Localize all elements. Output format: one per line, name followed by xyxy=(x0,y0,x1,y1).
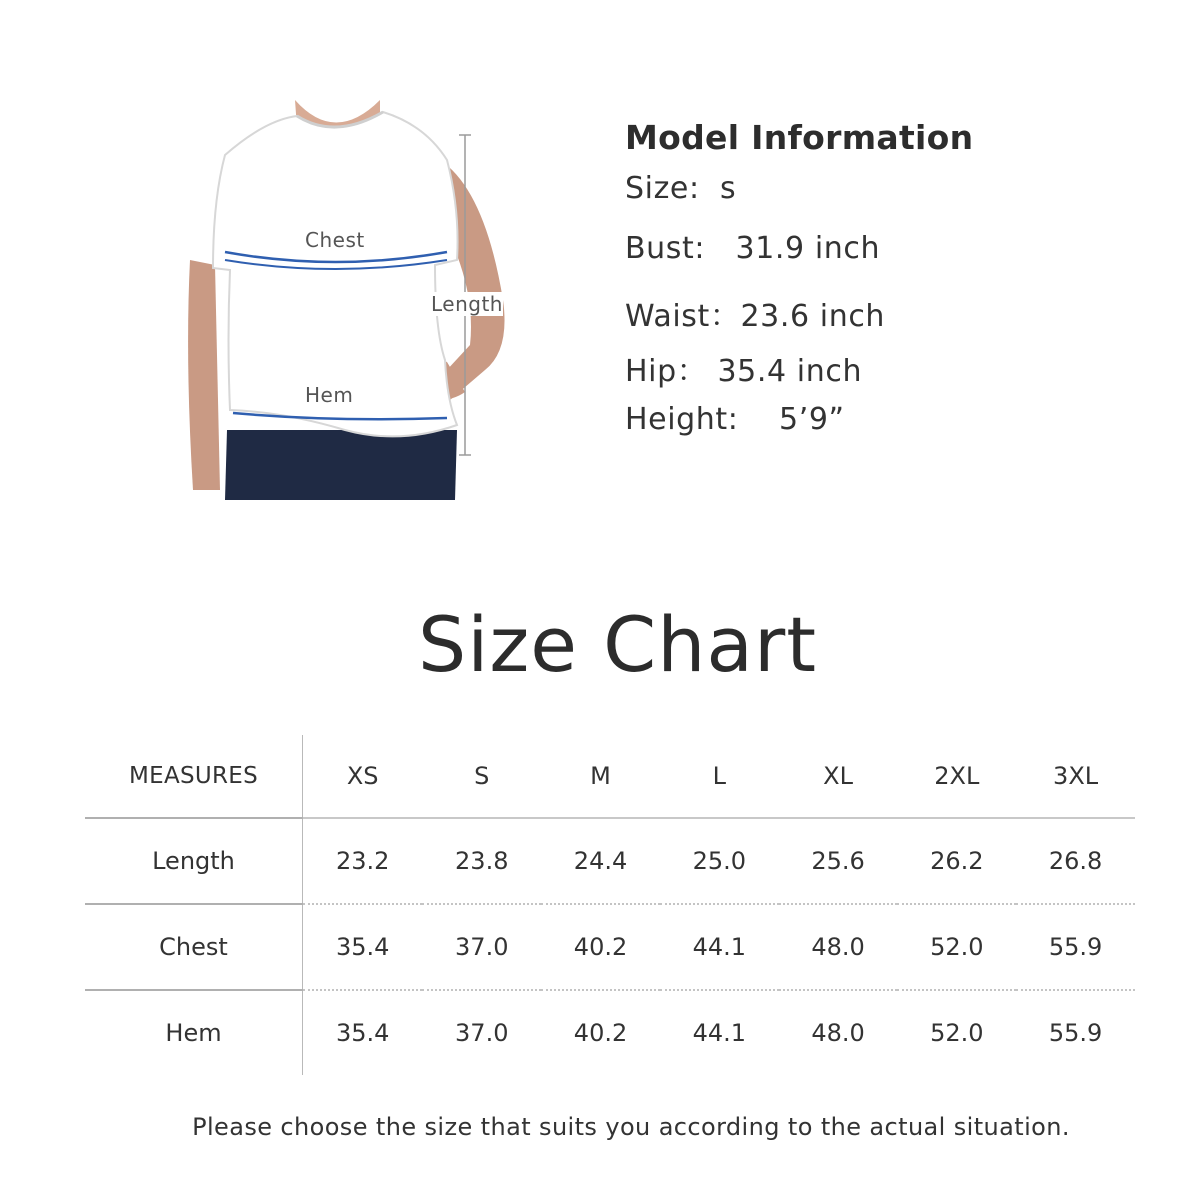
table-cell: 24.4 xyxy=(541,818,660,904)
header-size-xs: XS xyxy=(346,762,379,790)
table-cell: 26.8 xyxy=(1016,818,1135,904)
size-chart-title: Size Chart xyxy=(417,600,818,689)
header-size-2xl: 2XL xyxy=(934,762,980,790)
table-cell: 35.4 xyxy=(303,990,423,1075)
table-cell: 44.1 xyxy=(660,990,779,1075)
model-waist: Waist：23.6 inch xyxy=(625,299,886,334)
model-figure xyxy=(185,100,515,500)
table-cell: 37.0 xyxy=(422,990,541,1075)
header-size-l: L xyxy=(712,762,726,790)
table-row-hem xyxy=(85,990,1135,1075)
table-cell: 52.0 xyxy=(897,990,1016,1075)
row-label: Chest xyxy=(85,904,303,990)
row-label: Hem xyxy=(85,990,303,1075)
model-size: Size: s xyxy=(625,171,737,206)
model-hip: Hip： 35.4 inch xyxy=(625,354,863,389)
table-row-chest xyxy=(85,904,1135,990)
pants xyxy=(225,430,457,500)
table-cell: 25.0 xyxy=(660,818,779,904)
table-row-length xyxy=(85,818,1135,904)
table-cell: 48.0 xyxy=(779,904,898,990)
table-cell: 23.8 xyxy=(422,818,541,904)
length-label: Length xyxy=(431,292,503,316)
table-cell: 44.1 xyxy=(660,904,779,990)
model-height: Height: 5’9” xyxy=(625,402,845,437)
table-cell: 26.2 xyxy=(897,818,1016,904)
size-chart-table xyxy=(85,735,1135,1075)
model-information xyxy=(625,118,1145,458)
header-size-s: S xyxy=(474,762,490,790)
model-bust: Bust: 31.9 inch xyxy=(625,231,881,266)
table-cell: 48.0 xyxy=(779,990,898,1075)
table-cell: 55.9 xyxy=(1016,904,1135,990)
size-advice-footnote: Please choose the size that suits you according to the actual situation. xyxy=(192,1113,1070,1141)
chest-label: Chest xyxy=(305,228,365,252)
header-size-3xl: 3XL xyxy=(1053,762,1099,790)
table-header-row xyxy=(85,735,1135,818)
header-measures: MEASURES xyxy=(85,735,303,818)
table-cell: 52.0 xyxy=(897,904,1016,990)
left-arm-skin xyxy=(188,260,220,490)
table-cell: 40.2 xyxy=(541,990,660,1075)
table-cell: 40.2 xyxy=(541,904,660,990)
hem-label: Hem xyxy=(305,383,354,407)
row-label: Length xyxy=(85,818,303,904)
header-size-m: M xyxy=(590,762,611,790)
table-cell: 55.9 xyxy=(1016,990,1135,1075)
header-size-xl: XL xyxy=(823,762,853,790)
table-cell: 25.6 xyxy=(779,818,898,904)
table-cell: 23.2 xyxy=(303,818,423,904)
model-info-title: Model Information xyxy=(625,118,974,157)
table-cell: 37.0 xyxy=(422,904,541,990)
table-cell: 35.4 xyxy=(303,904,423,990)
